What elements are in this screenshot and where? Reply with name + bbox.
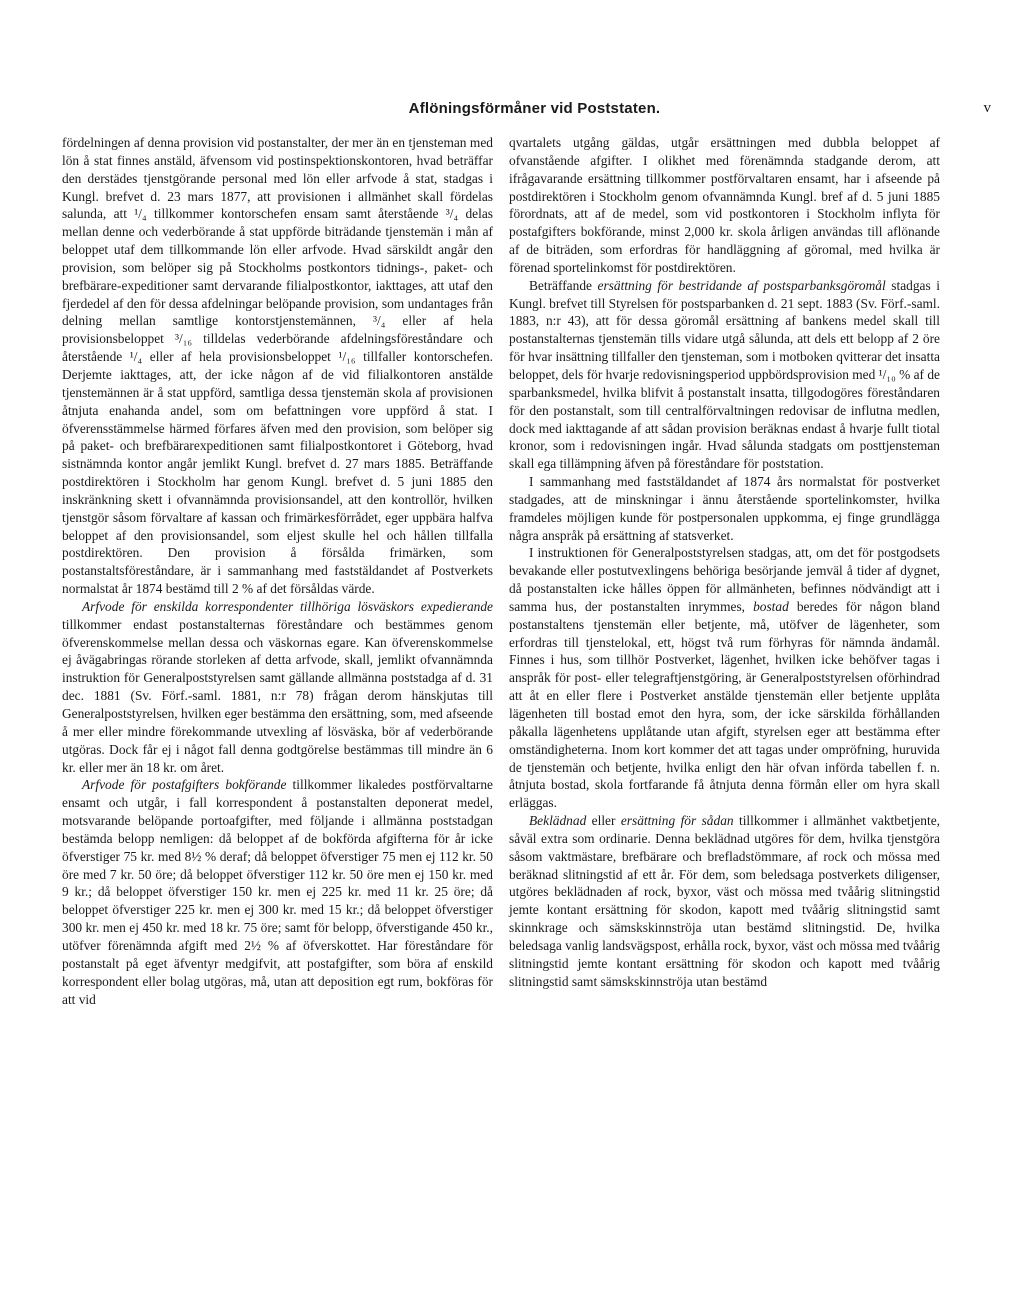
- page-number: v: [983, 100, 991, 116]
- paragraph-normalstat: I sammanhang med faststäldandet af 1874 års normalstat för postverket stadgades, att de minskningar i ännu återstående sportelinkomster, hvilka framdeles möjligen kunde för postpersonalen uppkomma, ej finge grundlägga några anspråk på ersättning af statsverket.: [509, 474, 940, 543]
- page-header: [62, 100, 1007, 126]
- paragraph-qvartalets: qvartalets utgång gäldas, utgår ersättningen med dubbla beloppet af ofvanstående afgifter. I olikhet med förenämnda stadgande derom, att ifrågavarande ersättning tillkommer postförvaltaren ensamt, har i afseende på postdirektören i Stockholm genom ofvannämnda Kungl. bref af d. 5 juni 1885 förordnats, att af de medel, som vid postkontoren i Stockholm inflyta för postafgifters bokförande, minst 2,000 kr. skola årligen användas till aflönande af de biträden, som erfordras för handläggning af göromal, med hvilka är förenad sportelinkomst för postdirektören.: [509, 135, 940, 275]
- paragraph-postsparbank: Beträffande ersättning för bestridande af postsparbanksgöromål stadgas i Kungl. brefvet till Styrelsen för postsparbanken d. 21 sept. 1883 (Sv. Förf.-saml. 1883, n:r 43), att för dessa göromål ersättning af bankens medel skall till postanstalternas tjenstemän tills vidare utgå sålunda, att dels ett belopp af 2 öre för hvar insättning tillfaller den tjensteman, som i motboken qvitterar det insatta beloppet, dels för hvarje redovisningsperiod uppbördsprovision med ¹/₁₀ % af de sparbanksmedel, hvilka blifvit å postanstalt insatta, tillgodogöres föreståndaren för den postanstalt, som till centralförvaltningen redovisar de influtna medlen, dock med iakttagande af att sådan provision beräknas endast å hvarje fullt tiotal kronor, som i redovisningen ingår. Hvad sålunda stadgats om posttjensteman skall ega tillämpning äfven på föreståndare för poststation.: [509, 277, 940, 472]
- paragraph-provision: fördelningen af denna provision vid postanstalter, der mer än en tjensteman med lön å stat finnes anstäld, äfvensom vid postinspektionskontoren, hvad beträffar den derstädes tjenstgörande personal med lön eller arfvode å stat, stadgas i Kungl. brefvet d. 23 mars 1877, att provisionen i allmänhet skall fördelas salunda, att ¹/₄ tillkommer kontorschefen ensam samt återstående ³/₄ delas mellan denne och vederbörande å stat uppförde biträdande tjenstemän i mån af beloppet utaf dem tillkommande lön eller arfvode. Hvad särskildt angår den provision, som belöper sig på Stockholms postkontors tidnings-, paket- och brefbärare-expeditioner samt dervarande filialpostkontor, iakttages, att utaf den fjerdedel af den för dessa afdelningar belöpande provision, som undantages från delning mellan samtlige kontorstjenstemännen, ³/₄ eller af hela provisionsbeloppet ³/₁₆ tilldelas vederbörande afdelningsföreståndare och återstående ¹/₄ eller af hela provisionsbeloppet ¹/₁₆ tillfaller kontorschefen. Derjemte iakttages, att, der icke någon af de vid filialkontoren anstälde tjenstemännen är å stat uppförd, samtliga dessa tjenstemän skola af provisionen åtnjuta enahanda andel, som om befattningen vore uppförd å stat. I öfverensstämmelse härmed förfares äfven med den provision, som belöper sig på paket- och brefbärarexpeditionen samt filialpostkontoret i Göteborg, hvad sistnämnda kontor angår jemlikt Kungl. brefvet d. 27 mars 1885. Beträffande postdirektören i Stockholm har genom Kungl. brefvet d. 5 juni 1885 den inskränkning skett i ofvannämnda provisionsandel, att den kontrollör, hvilken tjenstgör såsom förvaltare af kassan och frimärkesförrådet, eger uppbära halfva beloppet af den provisionsandel, som eljest skulle hel och hållen tillfalla postdirektören. Den provision å försålda frimärken, som postanstaltsföreståndare, är i sammanhang med faststäldandet af Postverkets normalstat år 1874 bestämd till 2 % af det försåldas värde.: [62, 135, 493, 597]
- running-title: Aflöningsförmåner vid Poststaten.: [408, 100, 661, 117]
- left-column: [62, 134, 493, 1008]
- paragraph-bekladnad: Beklädnad eller ersättning för sådan tillkommer i allmänhet vaktbetjente, såväl extra som ordinarie. Denna beklädnad utgöres för dem, hvilka tjenstgöra såsom vaktmästare, brefbärare och brefladstömmare, af rock och mössa med beräknad slitningstid af ett år. För dem, som beledsaga postverkets diligenser, utgöres beklädnaden af rock, byxor, väst och mössa med tvåårig slitningstid jemte kontant ersättning för skodon, kapott med tvåårig slitningstid samt skinnkrage och sämskskinnströja utan bestämd slitningstid. De, hvilka beledsaga vanlig landsvägspost, erhålla rock, byxor, väst och mössa med tvåårig slitningstid jemte kontant ersättning för skodon och kapott med tvåårig slitningstid samt sämskskinnströja utan bestämd: [509, 813, 941, 989]
- paragraph-arfvode-postafgifter: Arfvode för postafgifters bokförande tillkommer likaledes postförvaltarne ensamt och utgår, i fall korrespondent å postanstalten deponerat medel, motsvarande belöpande portoafgifter, med följande i allmänna poststadgan bestämda belopp nemligen: då beloppet af de bokförda afgifterna för år icke öfverstiger 75 kr. med 8½ % deraf; då beloppet öfverstiger 75 men ej 112 kr. 50 öre med 7 kr. 50 öre; då beloppet öfverstiger 112 kr. 50 öre men ej 150 kr. med 9 kr.; då beloppet öfverstiger 150 kr. men ej 225 kr. med 11 kr. 25 öre; då beloppet öfverstiger 225 kr. men ej 300 kr. med 15 kr.; då beloppet öfverstiger 300 kr. men ej 450 kr. med 18 kr. 75 öre; samt för belopp, öfverstigande 450 kr., utöfver förenämnda afgift med 2½ % af öfverskottet. Har föreståndare för postanstalt på eget äfventyr medgifvit, att postafgifter, som böra af enskild korrespondent eller bolag utgöras, må, utan att deposition egt rum, bokföras för att vid: [62, 777, 493, 1007]
- paragraph-bostad: I instruktionen för Generalpoststyrelsen stadgas, att, om det för postgodsets bevakande eller postutvexlingens behöriga besörjande jemväl å tider af dygnet, då postanstalten icke hålles öppen för allmänheten, befinnes nödvändigt att i samma hus, der postanstalten inrymmes, bostad beredes för någon bland postanstaltens tjenstemän eller betjente, må, utöfver de lägenheter, som erfordras till tjenstelokal, ett, högst två rum förhyras för nämnda ändamål. Finnes i hus, som tillhör Postverket, lägenhet, hvilken icke behöfver tagas i anspråk för post- eller telegraftjenstgöring, är Generalpoststyrelsen oförhindrad att åt en eller flere i Postverket anstälde tjenstemän eller betjente upplåta lägenheten till bostad emot den hyra, som, der icke särskilda förhållanden påkalla lägenhetens upplåtande utan afgift, styrelsen eger att bestämma efter omständigheterna. Inom kort kommer det att tagas under ompröfning, huruvida de tjenstemän och betjente, hvilka enligt den här ofvan införda tabellen f. n. åtnjuta bostad, skola fortfarande få åtnjuta denna förmån eller om hyra skall erläggas.: [509, 545, 940, 811]
- right-column: [509, 134, 940, 991]
- paragraph-arfvode-korrespondenter: Arfvode för enskilda korrespondenter tillhöriga lösväskors expedierande tillkommer endast postanstalternas föreståndare och bestämmes genom öfverenskommelse mellan dessa och väskornas egare. Kan öfverenskommelse ej åvägabringas rörande storleken af detta arfvode, skall, jemlikt ofvannämnda instruktion för Generalpoststyrelsen samt gällande allmänna poststadga af d. 31 dec. 1881 (Sv. Förf.-saml. 1881, n:r 78) frågan derom hänskjutas till Generalpoststyrelsen, hvilken eger bestämma den ersättning, som, med afseende å mer eller mindre förekommande utvexling af lösväska, bör af vederbörande utgöras. Dock får ej i något fall denna godtgörelse bestämmas till mindre än 6 kr. eller mer än 18 kr. om året.: [62, 598, 493, 775]
